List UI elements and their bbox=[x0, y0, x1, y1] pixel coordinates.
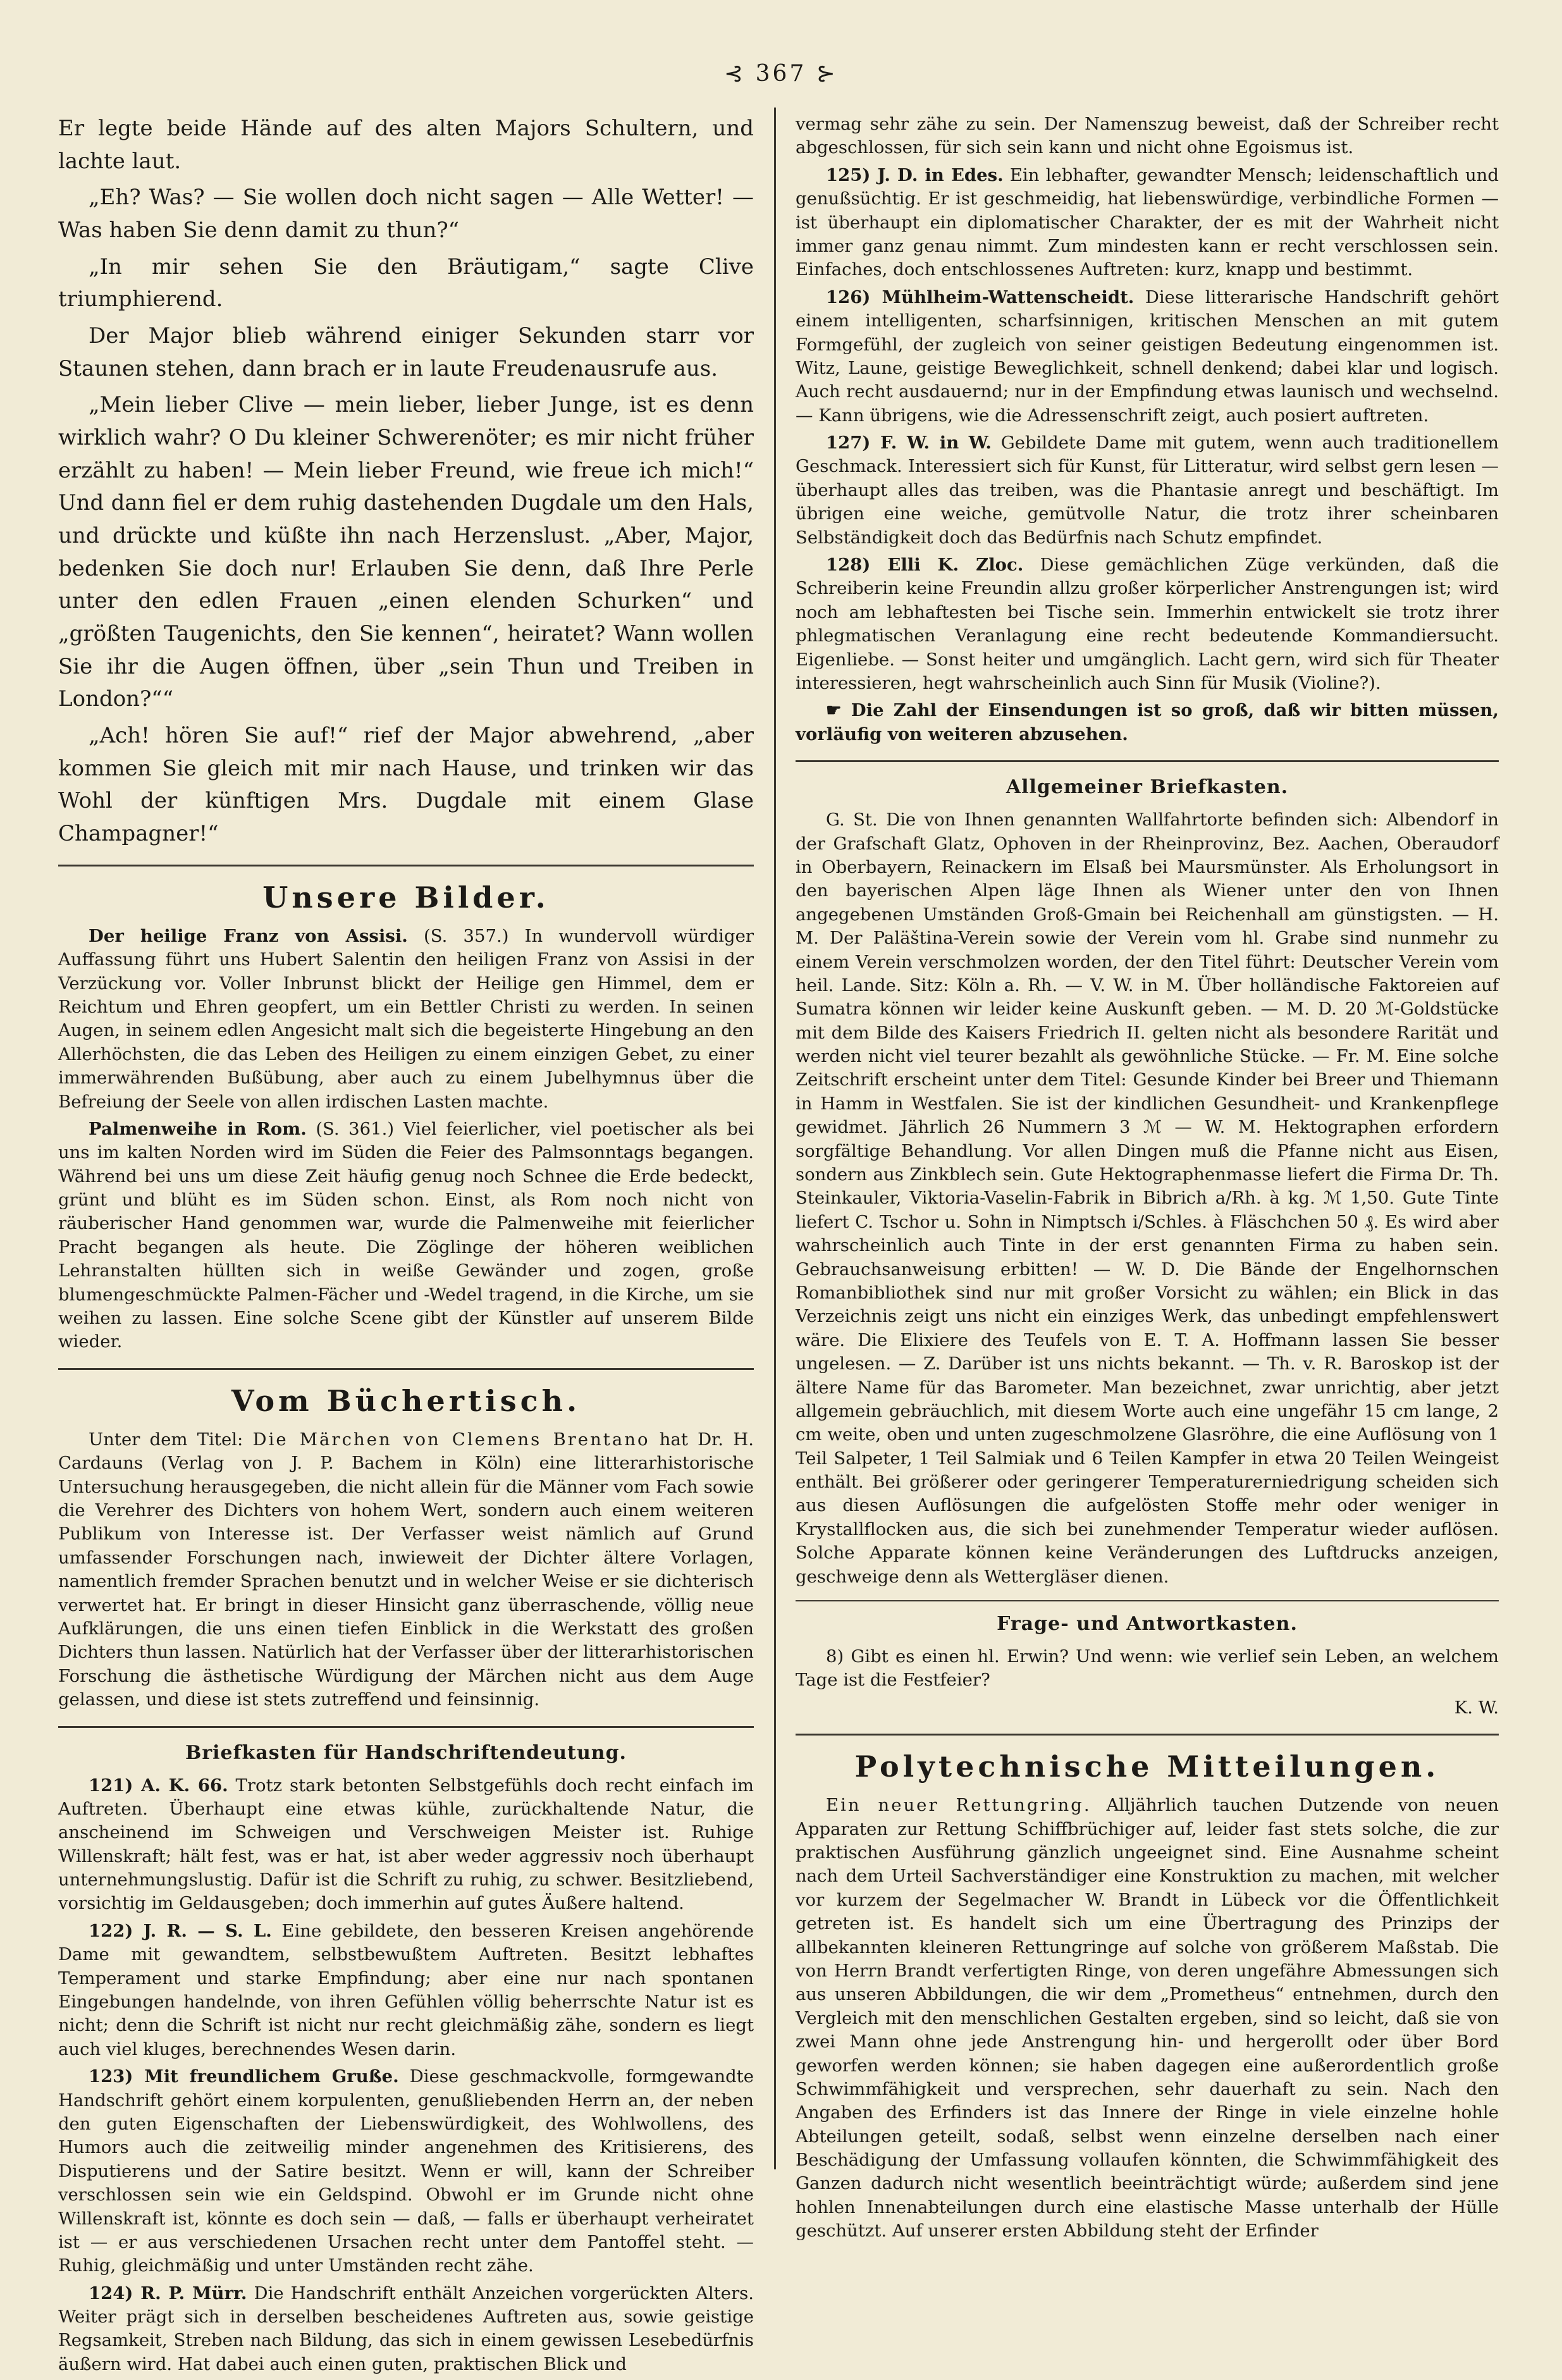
section-title-bilder: Unsere Bilder. bbox=[262, 880, 550, 915]
page-number-value: 367 bbox=[755, 61, 807, 87]
handschrift-item bbox=[58, 2065, 754, 2278]
story-continuation bbox=[58, 113, 754, 851]
bilder-item bbox=[58, 1118, 754, 1354]
handschrift-item-lead: 127) F. W. in W. bbox=[826, 433, 992, 453]
section-title-handschrift: Briefkasten für Handschriftendeutung. bbox=[185, 1741, 627, 1764]
section-frage bbox=[796, 1613, 1499, 1720]
section-allgemein bbox=[796, 776, 1499, 1589]
bilder-item-lead: Palmenweihe in Rom. bbox=[89, 1118, 307, 1139]
story-paragraph: „Mein lieber Clive — mein lieber, lieber Junge, ist es denn wirklich wahr? O Du kleiner Schwerenöter; es mir nicht früher erzählt zu haben! — Mein lieber Freund, wie freue ich mich!“ Und dann fiel er dem ruhig dastehenden Dugdale um den Hals, und drückte und küßte ihn nach Herzenslust. „Aber, Major, bedenken Sie doch nur! Erlauben Sie denn, daß Ihre Perle unter den edlen Frauen „einen elenden Schurken“ und „größten Taugenichts, den Sie kennen“, heiratet? Wann wollen Sie ihr die Augen öffnen, über „sein Thun und Treiben in London?““ bbox=[58, 392, 754, 712]
page-number: ⊰ 367 ⊱ bbox=[724, 61, 838, 87]
handschrift-item-lead: 126) Mühlheim-Wattenscheidt. bbox=[826, 287, 1135, 307]
notice-text: Die Zahl der Einsendungen ist so groß, daß wir bitten müssen, vorläufig von weiteren abzusehen. bbox=[796, 700, 1499, 744]
buecher-intro: Unter dem Titel: bbox=[89, 1429, 253, 1450]
poly-paragraph bbox=[796, 1794, 1499, 2243]
bilder-item bbox=[58, 925, 754, 1114]
handschrift-item bbox=[796, 431, 1499, 550]
handschrift-item-lead: 128) Elli K. Zloc. bbox=[826, 555, 1024, 576]
handschrift-item bbox=[58, 1920, 754, 2061]
handschrift-item-lead: 122) J. R. — S. L. bbox=[89, 1920, 272, 1941]
handschrift-item-text: vermag sehr zähe zu sein. Der Namenszug beweist, daß der Schreiber recht abgeschlossen, für sich sein kann und nicht ohne Egoismus ist. bbox=[796, 114, 1499, 158]
handschrift-item bbox=[58, 1774, 754, 1916]
book-title: Die Märchen von Clemens Brentano bbox=[252, 1429, 650, 1450]
buecher-paragraph bbox=[58, 1428, 754, 1712]
poly-lead: Ein neuer Rettungring. bbox=[826, 1795, 1092, 1816]
frage-text: 8) Gibt es einen hl. Erwin? Und wenn: wie verlief sein Leben, an welchem Tage ist die Festfeier? bbox=[796, 1646, 1499, 1691]
handschrift-item-lead: 124) R. P. Mürr. bbox=[89, 2283, 247, 2303]
section-buecher bbox=[58, 1384, 754, 1712]
handschrift-item-text: Die Handschrift enthält Anzeichen vorgerückten Alters. Weiter prägt sich in derselben bescheidenes Auftreten aus, sowie geistige Regsamkeit, Streben nach Bildung, das sich in einem gewissen Lesebedürfnis äußern wird. Hat dabei auch einen guten, praktischen Blick und bbox=[58, 2283, 754, 2374]
section-title-poly: Polytechnische Mitteilungen. bbox=[854, 1749, 1440, 1784]
section-handschrift bbox=[58, 1742, 754, 2377]
section-bilder bbox=[58, 880, 754, 1354]
section-divider bbox=[58, 865, 754, 866]
handschrift-continuation bbox=[796, 113, 1499, 746]
frage-signature: K. W. bbox=[1454, 1697, 1499, 1718]
section-divider bbox=[58, 1726, 754, 1728]
handschrift-item-lead: 125) J. D. in Edes. bbox=[826, 164, 1004, 185]
handschrift-item-lead: 121) A. K. 66. bbox=[89, 1775, 228, 1796]
right-column bbox=[796, 113, 1499, 2247]
section-divider bbox=[58, 1368, 754, 1370]
story-paragraph: „Eh? Was? — Sie wollen doch nicht sagen — Alle Wetter! — Was haben Sie denn damit zu thun?“ bbox=[58, 185, 754, 244]
handschrift-item bbox=[796, 286, 1499, 428]
column-divider bbox=[774, 108, 776, 2169]
story-paragraph: Der Major blieb während einiger Sekunden starr vor Staunen stehen, dann brach er in laute Freudenausrufe aus. bbox=[58, 323, 754, 381]
handschrift-item-text: Ein lebhafter, gewandter Mensch; leidenschaftlich und genußsüchtig. Er ist geschmeidig, hat liebenswürdige, verbindliche Formen — ist überhaupt ein diplomatischer Charakter, der es mit der Wahrheit nicht immer ganz genau nimmt. Zum mindesten kann er recht verschlossen sein. Einfaches, doch entschlossenes Auftreten: kurz, knapp und bestimmt. bbox=[796, 164, 1499, 280]
handschrift-item-text: Gebildete Dame mit gutem, wenn auch traditionellem Geschmack. Interessiert sich für Kunst, für Litteratur, wird selbst gern lesen — überhaupt alles das treiben, was die Phantasie anregt und beschäftigt. Im übrigen eine weiche, gemütvolle Natur, die trotz ihrer scheinbaren Selbständigkeit doch das Bedürfnis nach Schutz empfindet. bbox=[796, 433, 1499, 548]
story-paragraph: Er legte beide Hände auf des alten Majors Schultern, und lachte laut. bbox=[58, 116, 754, 174]
handschrift-item-text: Eine gebildete, den besseren Kreisen angehörende Dame mit gewandtem, selbstbewußtem Auftreten. Besitzt lebhaftes Temperament und starke Empfindung; aber eine nur nach spontanen Eingebungen handelnde, von ihren Gefühlen völlig beherrschte Natur ist es nicht; denn die Schrift ist nicht nur recht gleichmäßig zähe, sondern es liegt auch viel kluges, berechnendes Wesen darin. bbox=[58, 1920, 754, 2059]
handschrift-item bbox=[796, 164, 1499, 282]
section-title-buecher: Vom Büchertisch. bbox=[231, 1383, 581, 1418]
handschrift-item-text: Trotz stark betonten Selbstgefühls doch recht einfach im Auftreten. Überhaupt eine etwas kühle, zurückhaltende Natur, die anscheinend im Schweigen und Verschweigen Meister ist. Ruhige Willenskraft; hält fest, was er hat, ist aber weder aggressiv noch überhaupt unternehmungslustig. Dafür ist die Schrift zu ruhig, zu schwer. Besitzliebend, vorsichtig im Geldausgeben; doch immerhin auf gutes Äußere haltend. bbox=[58, 1775, 754, 1914]
handschrift-item-text: Diese geschmackvolle, formgewandte Handschrift gehört einem korpulenten, genußliebenden Herrn an, der neben den guten Eigenschaften der Liebenswürdigkeit, des Wohlwollens, des Humors auch die zeitweilig minder angenehmen des Kritisierens, des Disputierens und der Satire besitzt. Wenn er will, kann der Schreiber verschlossen sein wie ein Geldspind. Obwohl er im Grunde nicht ohne Willenskraft ist, könnte es doch sein — daß, — falls er überhaupt verheiratet ist — er aus verschiedenen Ursachen recht unter dem Pantoffel steht. — Ruhig, gleichmäßig und unter Umständen recht zähe. bbox=[58, 2066, 754, 2276]
bilder-item-lead: Der heilige Franz von Assisi. bbox=[89, 925, 408, 946]
left-column bbox=[58, 113, 754, 2380]
handschrift-item bbox=[796, 553, 1499, 695]
section-title-frage: Frage- und Antwortkasten. bbox=[997, 1613, 1298, 1636]
section-divider bbox=[796, 760, 1499, 762]
handschrift-item bbox=[58, 2282, 754, 2377]
notice bbox=[796, 699, 1499, 746]
handschrift-item-lead: 123) Mit freundlichem Gruße. bbox=[89, 2066, 399, 2087]
bilder-item-text: (S. 357.) In wundervoll würdiger Auffassung führt uns Hubert Salentin den heiligen Franz von Assisi in der Verzückung vor. Voller Inbrunst blickt der Heilige gen Himmel, dem er Reichtum und Ehren geopfert, um ein Bettler Christi zu werden. In seinen Augen, in seinem edlen Angesicht malt sich die begeisterte Hingebung an den Allerhöchsten, die das Leben des Heiligen zu einem einzigen Gebet, zu einer immerwährenden Bußübung, aber auch zu einem Jubelhymnus über die Befreiung der Seele von allen irdischen Lasten machte. bbox=[58, 925, 754, 1112]
section-divider bbox=[796, 1734, 1499, 1736]
story-paragraph: „Ach! hören Sie auf!“ rief der Major abwehrend, „aber kommen Sie gleich mit mir nach Hause, und trinken wir das Wohl der künftigen Mrs. Dugdale mit einem Glase Champagner!“ bbox=[58, 723, 754, 847]
poly-text: Alljährlich tauchen Dutzende von neuen Apparaten zur Rettung Schiffbrüchiger auf, leider fast stets solche, die zur praktischen Ausführung gänzlich ungeeignet sind. Eine Ausnahme scheint nach dem Urteil Sachverständiger eine Konstruktion zu machen, mit welcher vor kurzem der Segelmacher W. Brandt in Lübeck vor die Öffentlichkeit getreten ist. Es handelt sich um eine Übertragung des Prinzips der allbekannten kleineren Rettungringe auf solche von größerem Maßstab. Die von Herrn Brandt verfertigten Ringe, von deren ungefähre Abmessungen sich aus unseren Abbildungen, die wir dem „Prometheus“ entnehmen, durch den Vergleich mit den menschlichen Gestalten ergeben, sind so leicht, daß sie von zwei Mann ohne jede Anstrengung hin- und hergerollt oder über Bord geworfen werden können; sie haben dagegen eine außerordentlich große Schwimmfähigkeit und versprechen, sehr dauerhaft zu sein. Nach den Angaben des Erfinders ist das Innere der Ringe in viele einzelne hohle Abteilungen geteilt, sodaß, selbst wenn einzelne derselben nach einer Beschädigung der Umfassung vollaufen könnten, die Schwimmfähigkeit des Ganzen dadurch nicht wesentlich beeinträchtigt würde; außerdem sind jene hohlen Innenabteilungen durch eine elastische Masse unterhalb der Hülle geschützt. Auf unserer ersten Abbildung steht der Erfinder bbox=[796, 1795, 1499, 2241]
handschrift-item-text: Diese litterarische Handschrift gehört einem intelligenten, scharfsinnigen, kritischen Menschen an mit gutem Formgefühl, der zugleich von seiner geistigen Bedeutung eingenommen ist. Witz, Laune, geistige Beweglichkeit, schnell denkend; dabei klar und logisch. Auch recht ausdauernd; nur in der Empfindung etwas launisch und wechselnd. — Kann übrigens, wie die Adressenschrift zeigt, auch posiert auftreten. bbox=[796, 287, 1499, 426]
bilder-item-text: (S. 361.) Viel feierlicher, viel poetischer als bei uns im kalten Norden wird im Süden die Feier des Palmsonntags begangen. Während bei uns um diese Zeit häufig genug noch Schnee die Erde bedeckt, grünt und blüht es im Süden schon. Einst, als Rom noch nicht von räuberischer Hand genommen war, wurde die Palmenweihe mit feierlicher Pracht begangen als heute. Die Zöglinge der höheren weiblichen Lehranstalten hüllten sich in weiße Gewänder und zogen, große blumengeschmückte Palmen-Fächer und -Wedel tragend, in die Kirche, um sie weihen zu lassen. Eine solche Scene gibt der Künstler auf unserem Bilde wieder. bbox=[58, 1118, 754, 1352]
section-poly bbox=[796, 1749, 1499, 2243]
section-divider bbox=[796, 1600, 1499, 1601]
handschrift-item bbox=[796, 113, 1499, 160]
section-title-allgemein: Allgemeiner Briefkasten. bbox=[1005, 776, 1289, 799]
handschrift-item-text: Diese gemächlichen Züge verkünden, daß die Schreiberin keine Freundin allzu großer körperlicher Anstrengungen ist; wird noch am lebhaftesten bei Tische sein. Immerhin entwickelt sie trotz ihrer phlegmatischen Veranlagung eine recht bedeutende Kommandiersucht. Eigenliebe. — Sonst heiter und umgänglich. Lacht gern, wird sich für Theater interessieren, hegt wahrscheinlich auch Sinn für Musik (Violine?). bbox=[796, 555, 1499, 693]
story-paragraph: „In mir sehen Sie den Bräutigam,“ sagte Clive triumphierend. bbox=[58, 254, 754, 312]
buecher-text: hat Dr. H. Cardauns (Verlag von J. P. Bachem in Köln) eine litterarhistorische Untersuchung herausgegeben, die nicht allein für die Männer vom Fach sowie die Verehrer des Dichters von hohem Wert, sondern auch einem weiteren Publikum von Interesse ist. Der Verfasser weist nämlich auf Grund umfassender Forschungen nach, inwieweit der Dichter ältere Vorlagen, namentlich fremder Sprachen benutzt und in welcher Weise er sie dichterisch verwertet hat. Er bringt in dieser Hinsicht ganz überraschende, völlig neue Aufklärungen, die uns einen tiefen Einblick in die Werkstatt des großen Dichters thun lassen. Natürlich hat der Verfasser über der litterarhistorischen Forschung die ästhetische Würdigung der Märchen nicht aus dem Auge gelassen, und diese ist stets zutreffend und feinsinnig. bbox=[58, 1429, 754, 1710]
allgemein-text: G. St. Die von Ihnen genannten Wallfahrtorte befinden sich: Albendorf in der Grafschaft Glatz, Ophoven in der Rheinprovinz, Bez. Aachen, Oberaudorf in Oberbayern, Reinackern im Elsaß bei Maursmünster. Als Erholungsort in den bayerischen Alpen läge Ihnen als Wiener unter den von Ihnen angegebenen Umständen Groß-Gmain bei Reichenhall am günstigsten. — H. M. Der Paläština-Verein sowie der Verein vom hl. Grabe sind nunmehr zu einem Verein verschmolzen worden, der den Titel führt: Deutscher Verein vom heil. Lande. Sitz: Köln a. Rh. — V. W. in M. Über holländische Faktoreien auf Sumatra können wir leider keine Auskunft geben. — M. D. 20 ℳ-Goldstücke mit dem Bilde des Kaisers Friedrich II. gelten nicht als besondere Rarität und werden nicht viel teurer bezahlt als gewöhnliche Stücke. — Fr. M. Eine solche Zeitschrift erscheint unter dem Titel: Gesunde Kinder bei Breer und Thiemann in Hamm in Westfalen. Sie ist der kindlichen Gesundheit- und Krankenpflege gewidmet. Jährlich 26 Nummern 3 ℳ — W. M. Hektographen erfordern sorgfältige Behandlung. Vor allen Dingen muß die Pfanne nicht aus Eisen, sondern aus Zinkblech sein. Gute Hektographenmasse liefert die Firma Dr. Th. Steinkauler, Viktoria-Vaselin-Fabrik in Bibrich a/Rh. à kg. ℳ 1,50. Gute Tinte liefert C. Tschor u. Sohn in Nimptsch i/Schles. à Fläschchen 50 ₰. Es wird aber wahrscheinlich auch Tinte in der erst genannten Firma zu haben sein. Gebrauchsanweisung erbitten! — W. D. Die Bände der Engelhornschen Romanbibliothek sind nur mit großer Vorsicht zu wählen; ein Blick in das Verzeichnis zeigt uns nicht ein einziges Werk, das unbedingt empfehlenswert wäre. Die Elixiere des Teufels von E. T. A. Hoffmann lassen Sie besser ungelesen. — Z. Darüber ist uns nichts bekannt. — Th. v. R. Baroskop ist der ältere Name für das Barometer. Man bezeichnet, zwar unrichtig, aber jetzt allgemein gebräuchlich, mit diesem Worte auch eine ungefähr 15 cm lange, 2 cm weite, oben und unten zugeschmolzene Glasröhre, die eine Auflösung von 1 Teil Salpeter, 1 Teil Salmiak und 6 Teilen Kampfer in etwa 20 Teilen Weingeist enthält. Bei größerer oder geringerer Temperaturerniedrigung scheiden sich aus diesen Auflösungen die aufgelösten Stoffe mehr oder weniger in Krystallflocken aus, die sich bei zunehmender Temperatur wieder auflösen. Solche Apparate können keine Veränderungen des Luftdrucks anzeigen, geschweige denn als Wettergläser dienen. bbox=[796, 810, 1499, 1587]
pointing-hand-icon: ☛ bbox=[826, 700, 842, 721]
